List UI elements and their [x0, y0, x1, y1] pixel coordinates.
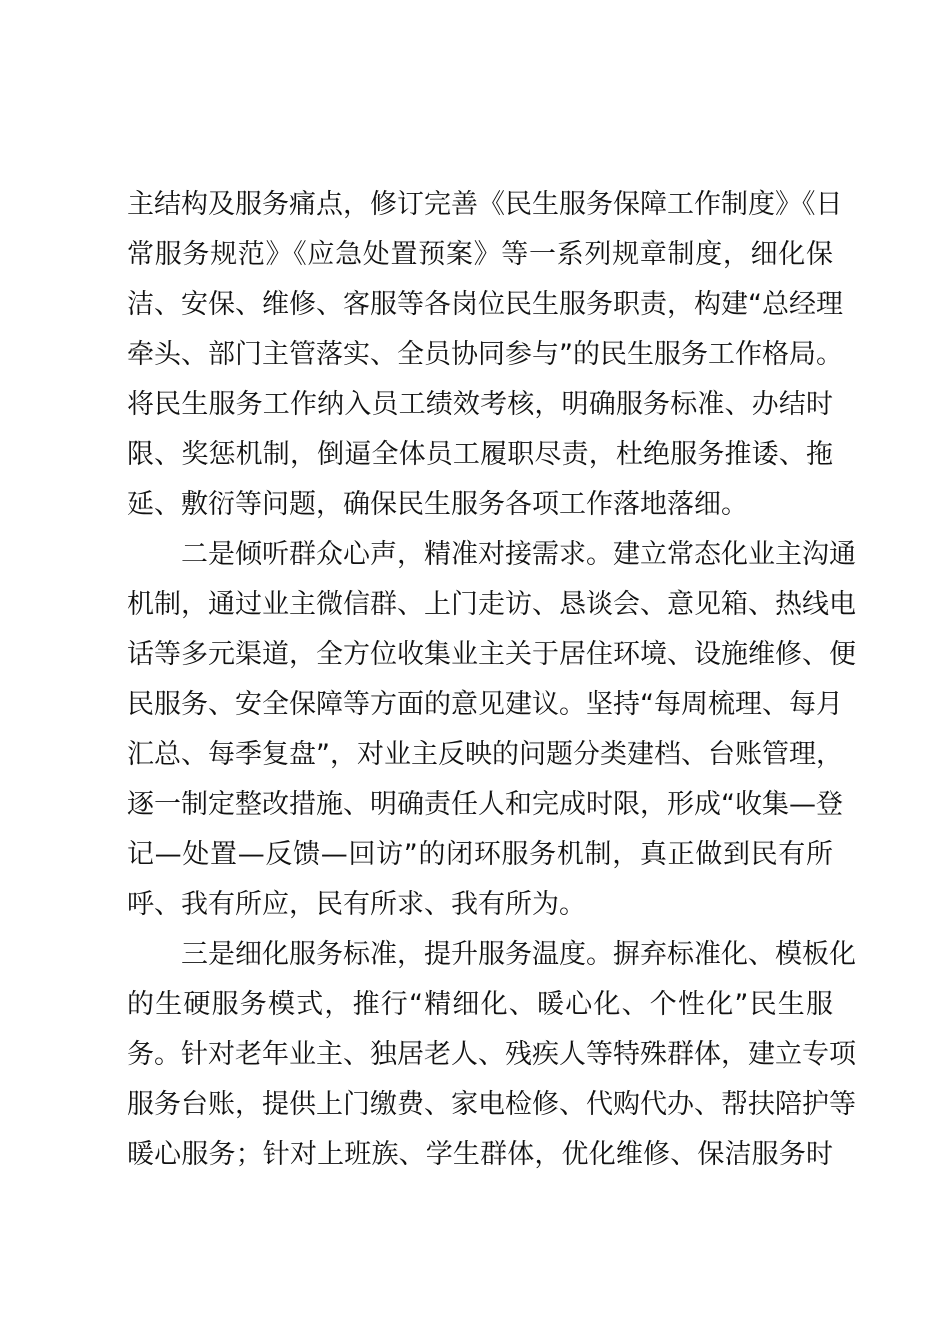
text-line: 牵头、部门主管落实、全员协同参与”的民生服务工作格局。: [127, 339, 843, 370]
document-body: [127, 180, 856, 1180]
text-line: 逐一制定整改措施、明确责任人和完成时限，形成“收集—登: [127, 789, 843, 820]
text-line: 机制，通过业主微信群、上门走访、恳谈会、意见箱、热线电: [127, 589, 856, 620]
text-line: 汇总、每季复盘”，对业主反映的问题分类建档、台账管理，: [127, 739, 843, 770]
text-line: 务。针对老年业主、独居老人、残疾人等特殊群体，建立专项: [127, 1039, 856, 1070]
text-line: 二是倾听群众心声，精准对接需求。建立常态化业主沟通: [181, 539, 856, 570]
text-line: 呼、我有所应，民有所求、我有所为。: [127, 889, 586, 920]
text-line: 将民生服务工作纳入员工绩效考核，明确服务标准、办结时: [127, 389, 833, 420]
text-line: 暖心服务；针对上班族、学生群体，优化维修、保洁服务时: [127, 1139, 833, 1170]
paragraph-3: [127, 930, 856, 1180]
text-line: 常服务规范》《应急处置预案》等一系列规章制度，细化保: [127, 239, 833, 270]
paragraph-1: [127, 180, 843, 530]
text-line: 延、敷衍等问题，确保民生服务各项工作落地落细。: [127, 489, 748, 520]
text-line: 主结构及服务痛点，修订完善《民生服务保障工作制度》《日: [127, 189, 843, 220]
text-line: 话等多元渠道，全方位收集业主关于居住环境、设施维修、便: [127, 639, 856, 670]
text-line: 限、奖惩机制，倒逼全体员工履职尽责，杜绝服务推诿、拖: [127, 439, 833, 470]
text-line: 民服务、安全保障等方面的意见建议。坚持“每周梳理、每月: [127, 689, 843, 720]
text-line: 的生硬服务模式，推行“精细化、暖心化、个性化”民生服: [127, 989, 833, 1020]
text-line: 洁、安保、维修、客服等各岗位民生服务职责，构建“总经理: [127, 289, 843, 320]
paragraph-2: [127, 530, 856, 930]
text-line: 记—处置—反馈—回访”的闭环服务机制，真正做到民有所: [127, 839, 833, 870]
text-line: 三是细化服务标准，提升服务温度。摒弃标准化、模板化: [181, 939, 856, 970]
text-line: 服务台账，提供上门缴费、家电检修、代购代办、帮扶陪护等: [127, 1089, 856, 1120]
